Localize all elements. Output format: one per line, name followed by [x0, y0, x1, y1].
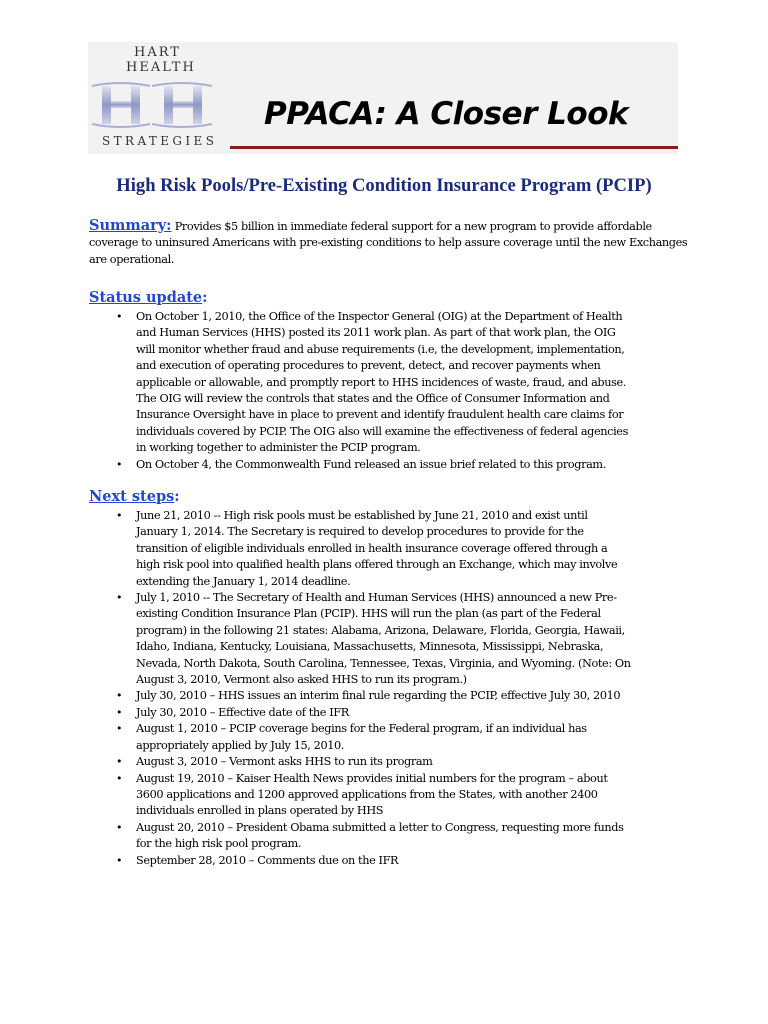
- list-item: • July 30, 2010 – HHS issues an interim final rule regarding the PCIP, effective July 30, 2010: [136, 688, 706, 704]
- status-update-list: [114, 309, 706, 473]
- status-update-label: Status update: [89, 289, 203, 306]
- list-item: • August 1, 2010 – PCIP coverage begins for the Federal program, if an individual has appropriately applied by July 15, 2010.: [136, 721, 706, 754]
- list-item: • July 30, 2010 – Effective date of the IFR: [136, 705, 706, 721]
- hart-health-strategies-logo: [88, 42, 238, 154]
- banner-title: PPACA: A Closer Look: [264, 96, 629, 132]
- status-update-heading: [89, 289, 208, 306]
- status-update-colon: :: [202, 289, 208, 306]
- summary-paragraph: [89, 218, 689, 268]
- next-steps-label: Next steps: [89, 488, 175, 505]
- banner-rule: [230, 146, 678, 149]
- logo-word-hart: HART: [134, 45, 181, 60]
- document-title: High Risk Pools/Pre-Existing Condition Insurance Program (PCIP): [116, 175, 652, 196]
- summary-label: Summary:: [89, 217, 172, 234]
- logo-word-health: HEALTH: [126, 60, 196, 75]
- next-steps-list: [114, 508, 706, 869]
- logo-word-strategies: STRATEGIES: [102, 134, 218, 148]
- summary-text: Provides $5 billion in immediate federal support for a new program to provide affordable coverage to uninsured Americans with pre-existing conditions to help assure coverage until the new Exchanges are operational.: [89, 220, 688, 266]
- list-item: • June 21, 2010 -- High risk pools must be established by June 21, 2010 and exist until January 1, 2014. The Secretary is required to develop procedures to provide for the transition of eligible individuals enrolled in health insurance coverage offered through a high risk pool into qualified health plans offered through an Exchange, which may involve extending the January 1, 2014 deadline.: [136, 508, 706, 590]
- list-item: • On October 4, the Commonwealth Fund released an issue brief related to this program.: [136, 457, 706, 473]
- list-item: • August 20, 2010 – President Obama submitted a letter to Congress, requesting more funds for the high risk pool program.: [136, 820, 706, 853]
- list-item: • September 28, 2010 – Comments due on the IFR: [136, 853, 706, 869]
- next-steps-heading: [89, 488, 180, 505]
- hh-monogram-icon: [90, 80, 236, 130]
- header-banner: [88, 42, 678, 154]
- list-item: • On October 1, 2010, the Office of the Inspector General (OIG) at the Department of Health and Human Services (HHS) posted its 2011 work plan. As part of that work plan, the OIG will monitor whether fraud and abuse requirements (i.e, the development, implementation, and execution of operating procedures to prevent, detect, and recover payments when applicable or allowable, and promptly report to HHS incidences of waste, fraud, and abuse. The OIG will review the controls that states and the Office of Consumer Information and Insurance Oversight have in place to prevent and identify fraudulent health care claims for individuals covered by PCIP. The OIG also will examine the effectiveness of federal agencies in working together to administer the PCIP program.: [136, 309, 706, 457]
- list-item: • August 19, 2010 – Kaiser Health News provides initial numbers for the program – about 3600 applications and 1200 approved applications from the States, with another 2400 individuals enrolled in plans operated by HHS: [136, 771, 706, 820]
- list-item: • July 1, 2010 -- The Secretary of Health and Human Services (HHS) announced a new Pre- existing Condition Insurance Plan (PCIP). HHS will run the plan (as part of the Federal program) in the following 21 states: Alabama, Arizona, Delaware, Florida, Georgia, Hawaii, Idaho, Indiana, Kentucky, Louisiana, Massachusetts, Minnesota, Mississippi, Nebraska, Nevada, North Dakota, South Carolina, Tennessee, Texas, Virginia, and Wyoming. (Note: On August 3, 2010, Vermont also asked HHS to run its program.): [136, 590, 706, 688]
- list-item: • August 3, 2010 – Vermont asks HHS to run its program: [136, 754, 706, 770]
- next-steps-colon: :: [174, 488, 180, 505]
